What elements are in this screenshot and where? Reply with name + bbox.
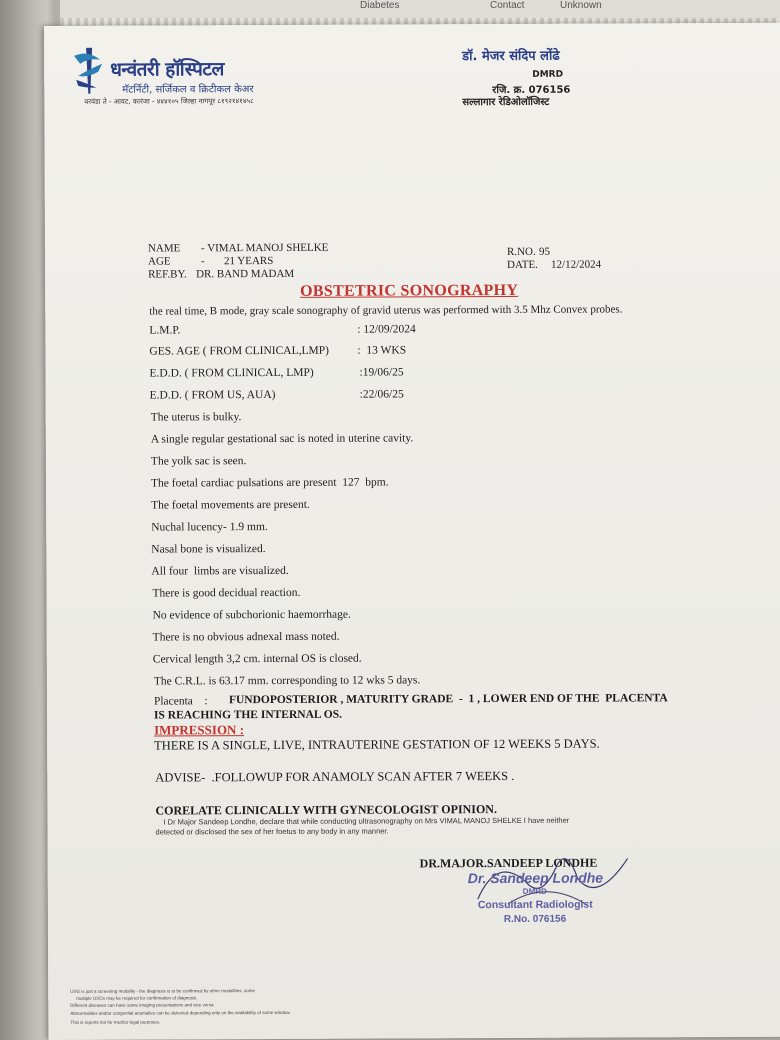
placenta-value-continued: IS REACHING THE INTERNAL OS. xyxy=(153,708,343,722)
referred-by-value: DR. BAND MADAM xyxy=(196,267,295,281)
report-date-value: 12/12/2024 xyxy=(551,258,602,271)
report-page xyxy=(44,23,780,1040)
signatory-name: DR.MAJOR.SANDEEP LONDHE xyxy=(419,855,598,871)
finding-line: Nuchal lucency- 1.9 mm. xyxy=(151,521,268,534)
doctor-registration: रजि. क्र. 076156 xyxy=(492,84,571,97)
hospital-name: धन्वंतरी हॉस्पिटल xyxy=(110,58,224,81)
doctor-degree: DMRD xyxy=(532,69,564,80)
hospital-address: वरवंडा ते - आवट, कारंजा - ४४४१०५ जिल्हा नागपूर ८१९२१४१४५८ xyxy=(84,97,254,106)
edd-clinical-label: E.D.D. ( FROM CLINICAL, LMP) xyxy=(149,366,314,380)
patient-age-label: AGE xyxy=(148,255,171,268)
finding-line: The foetal movements are present. xyxy=(151,498,310,512)
footer-note: USG is just a screening modality - the diagnosis is to be confirmed by other modalities, some xyxy=(70,988,256,994)
finding-line: There is good decidual reaction. xyxy=(152,586,301,600)
lmp-label: L.M.P. xyxy=(149,324,181,337)
footer-note: Different diseases can have same imaging presentations and vice versa. xyxy=(70,1002,215,1008)
finding-line: The foetal cardiac pulsations are present 127 bpm. xyxy=(150,476,389,490)
report-number-label: R.NO. xyxy=(506,245,536,258)
stamp-title: Consultant Radiologist xyxy=(477,898,593,912)
finding-line: Cervical length 3,2 cm. internal OS is closed. xyxy=(152,652,362,666)
underlying-form-text: Contact xyxy=(490,0,525,11)
declaration-line: I Dr Major Sandeep Londhe, declare that while conducting ultrasonography on Mrs VIMAL MANOJ SHELKE I have neither xyxy=(163,815,570,827)
report-date-label: DATE. xyxy=(507,258,538,271)
stamp-degree: DMRD xyxy=(522,886,547,896)
stamp-registration: R.No. 076156 xyxy=(503,913,567,926)
gest-age-label: GES. AGE ( FROM CLINICAL,LMP) xyxy=(149,344,329,358)
underlying-form-text: Diabetes xyxy=(360,0,400,11)
finding-line: A single regular gestational sac is noted in uterine cavity. xyxy=(150,432,414,446)
gest-age-value: : 13 WKS xyxy=(357,344,407,357)
report-number-value: 95 xyxy=(538,245,551,258)
finding-line: The C.R.L. is 63.17 mm. corresponding to 12 wks 5 days. xyxy=(153,674,421,688)
finding-line: No evidence of subchorionic haemorrhage. xyxy=(152,608,351,622)
doctor-title: सल्लागार रेडिओलॉजिस्ट xyxy=(462,96,550,109)
finding-line: The yolk sac is seen. xyxy=(150,455,247,468)
footer-note: Abnormalities and/or congenital anomalies can be detected depending only on the availability of some window. xyxy=(70,1009,291,1016)
impression-label: IMPRESSION : xyxy=(154,722,245,738)
report-title: OBSTETRIC SONOGRAPHY xyxy=(300,281,519,300)
edd-us-value: :22/06/25 xyxy=(359,388,404,401)
placenta-label: Placenta : xyxy=(153,695,208,708)
patient-age-value: - 21 YEARS xyxy=(201,255,274,268)
caduceus-logo-icon xyxy=(66,46,110,96)
stamp-name: Dr. Sandeep Londhe xyxy=(467,869,604,887)
patient-name-label: NAME xyxy=(147,242,181,255)
footer-note: This is reports not for medico legal purposes. xyxy=(70,1019,161,1025)
impression-text: THERE IS A SINGLE, LIVE, INTRAUTERINE GESTATION OF 12 WEEKS 5 DAYS. xyxy=(154,736,600,753)
referred-by-label: REF.BY. xyxy=(148,268,187,281)
doctor-name: डॉ. मेजर संदिप लोंढे xyxy=(462,48,560,65)
intro-line: the real time, B mode, gray scale sonography of gravid uterus was performed with 3.5 Mhz Convex probes. xyxy=(149,303,623,318)
finding-line: There is no obvious adnexal mass noted. xyxy=(152,630,340,644)
placenta-value: FUNDOPOSTERIOR , MATURITY GRADE - 1 , LOWER END OF THE PLACENTA xyxy=(228,692,668,707)
correlate-note: CORELATE CLINICALLY WITH GYNECOLOGIST OPINION. xyxy=(155,802,497,818)
advise-text: ADVISE- .FOLLOWUP FOR ANAMOLY SCAN AFTER 7 WEEKS . xyxy=(155,768,515,785)
finding-line: Nasal bone is visualized. xyxy=(151,543,266,556)
finding-line: The uterus is bulky. xyxy=(150,411,242,424)
patient-name-value: - VIMAL MANOJ SHELKE xyxy=(200,241,329,255)
edd-clinical-value: :19/06/25 xyxy=(359,366,404,379)
underlying-form-text: Unknown xyxy=(560,0,602,11)
declaration-line: detected or disclosed the sex of her foetus to any body in any manner. xyxy=(155,826,389,837)
finding-line: All four limbs are visualized. xyxy=(151,564,289,578)
edd-us-label: E.D.D. ( FROM US, AUA) xyxy=(149,388,276,402)
hospital-subtitle: मॅटर्निटी, सर्जिकल व क्रिटीकल केअर xyxy=(122,84,254,96)
lmp-value: : 12/09/2024 xyxy=(357,323,416,336)
footer-note: multiple USGs may be required for confirmation of diagnosis. xyxy=(76,995,198,1001)
